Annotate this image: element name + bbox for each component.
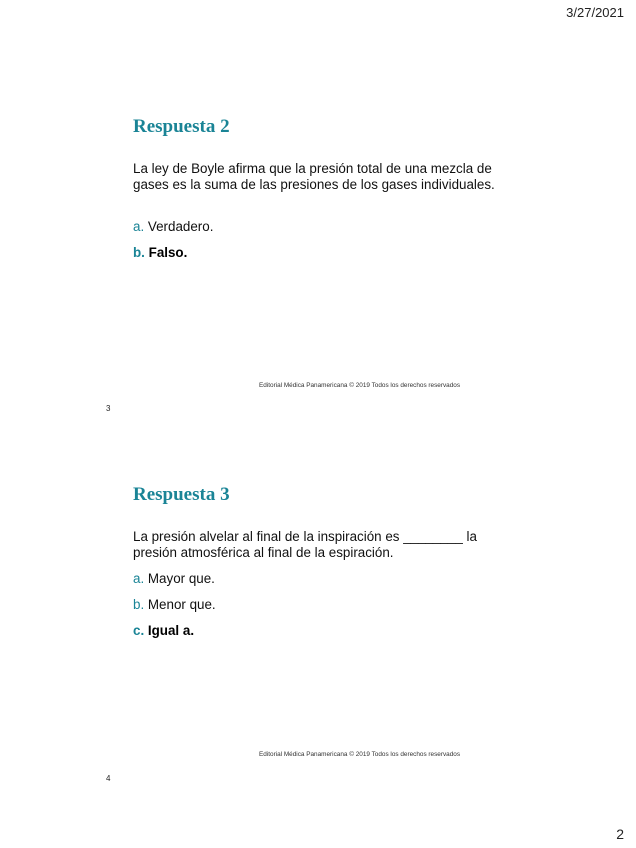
copyright-footer: Editorial Médica Panamericana © 2019 Todos los derechos reservados — [259, 382, 461, 389]
slide-number: 3 — [106, 404, 111, 413]
question-text: La presión alvelar al final de la inspiración es ________ la presión atmosférica al final de la espiración. — [133, 529, 477, 560]
slide-number: 4 — [106, 774, 111, 783]
option-text: Mayor que. — [147, 571, 215, 586]
option-text: Menor que. — [147, 597, 216, 612]
print-date: 3/27/2021 — [566, 5, 624, 20]
slide-title: Respuesta 2 — [133, 116, 230, 137]
option-letter: c. — [133, 623, 145, 638]
option-b — [133, 597, 216, 613]
option-letter: b. — [133, 597, 145, 612]
page-number: 2 — [616, 826, 624, 842]
question-text: La ley de Boyle afirma que la presión total de una mezcla de gases es la suma de las presiones de los gases individuales. — [133, 161, 495, 192]
option-letter: a. — [133, 219, 145, 234]
option-c-correct — [133, 623, 194, 639]
option-letter: b. — [133, 245, 145, 260]
option-text: Verdadero. — [147, 219, 214, 234]
option-text: Igual a. — [147, 623, 195, 638]
option-letter: a. — [133, 571, 145, 586]
option-a — [133, 571, 215, 587]
option-text: Falso. — [148, 245, 188, 260]
slide-title: Respuesta 3 — [133, 484, 230, 505]
copyright-footer: Editorial Médica Panamericana © 2019 Todos los derechos reservados — [259, 751, 461, 758]
